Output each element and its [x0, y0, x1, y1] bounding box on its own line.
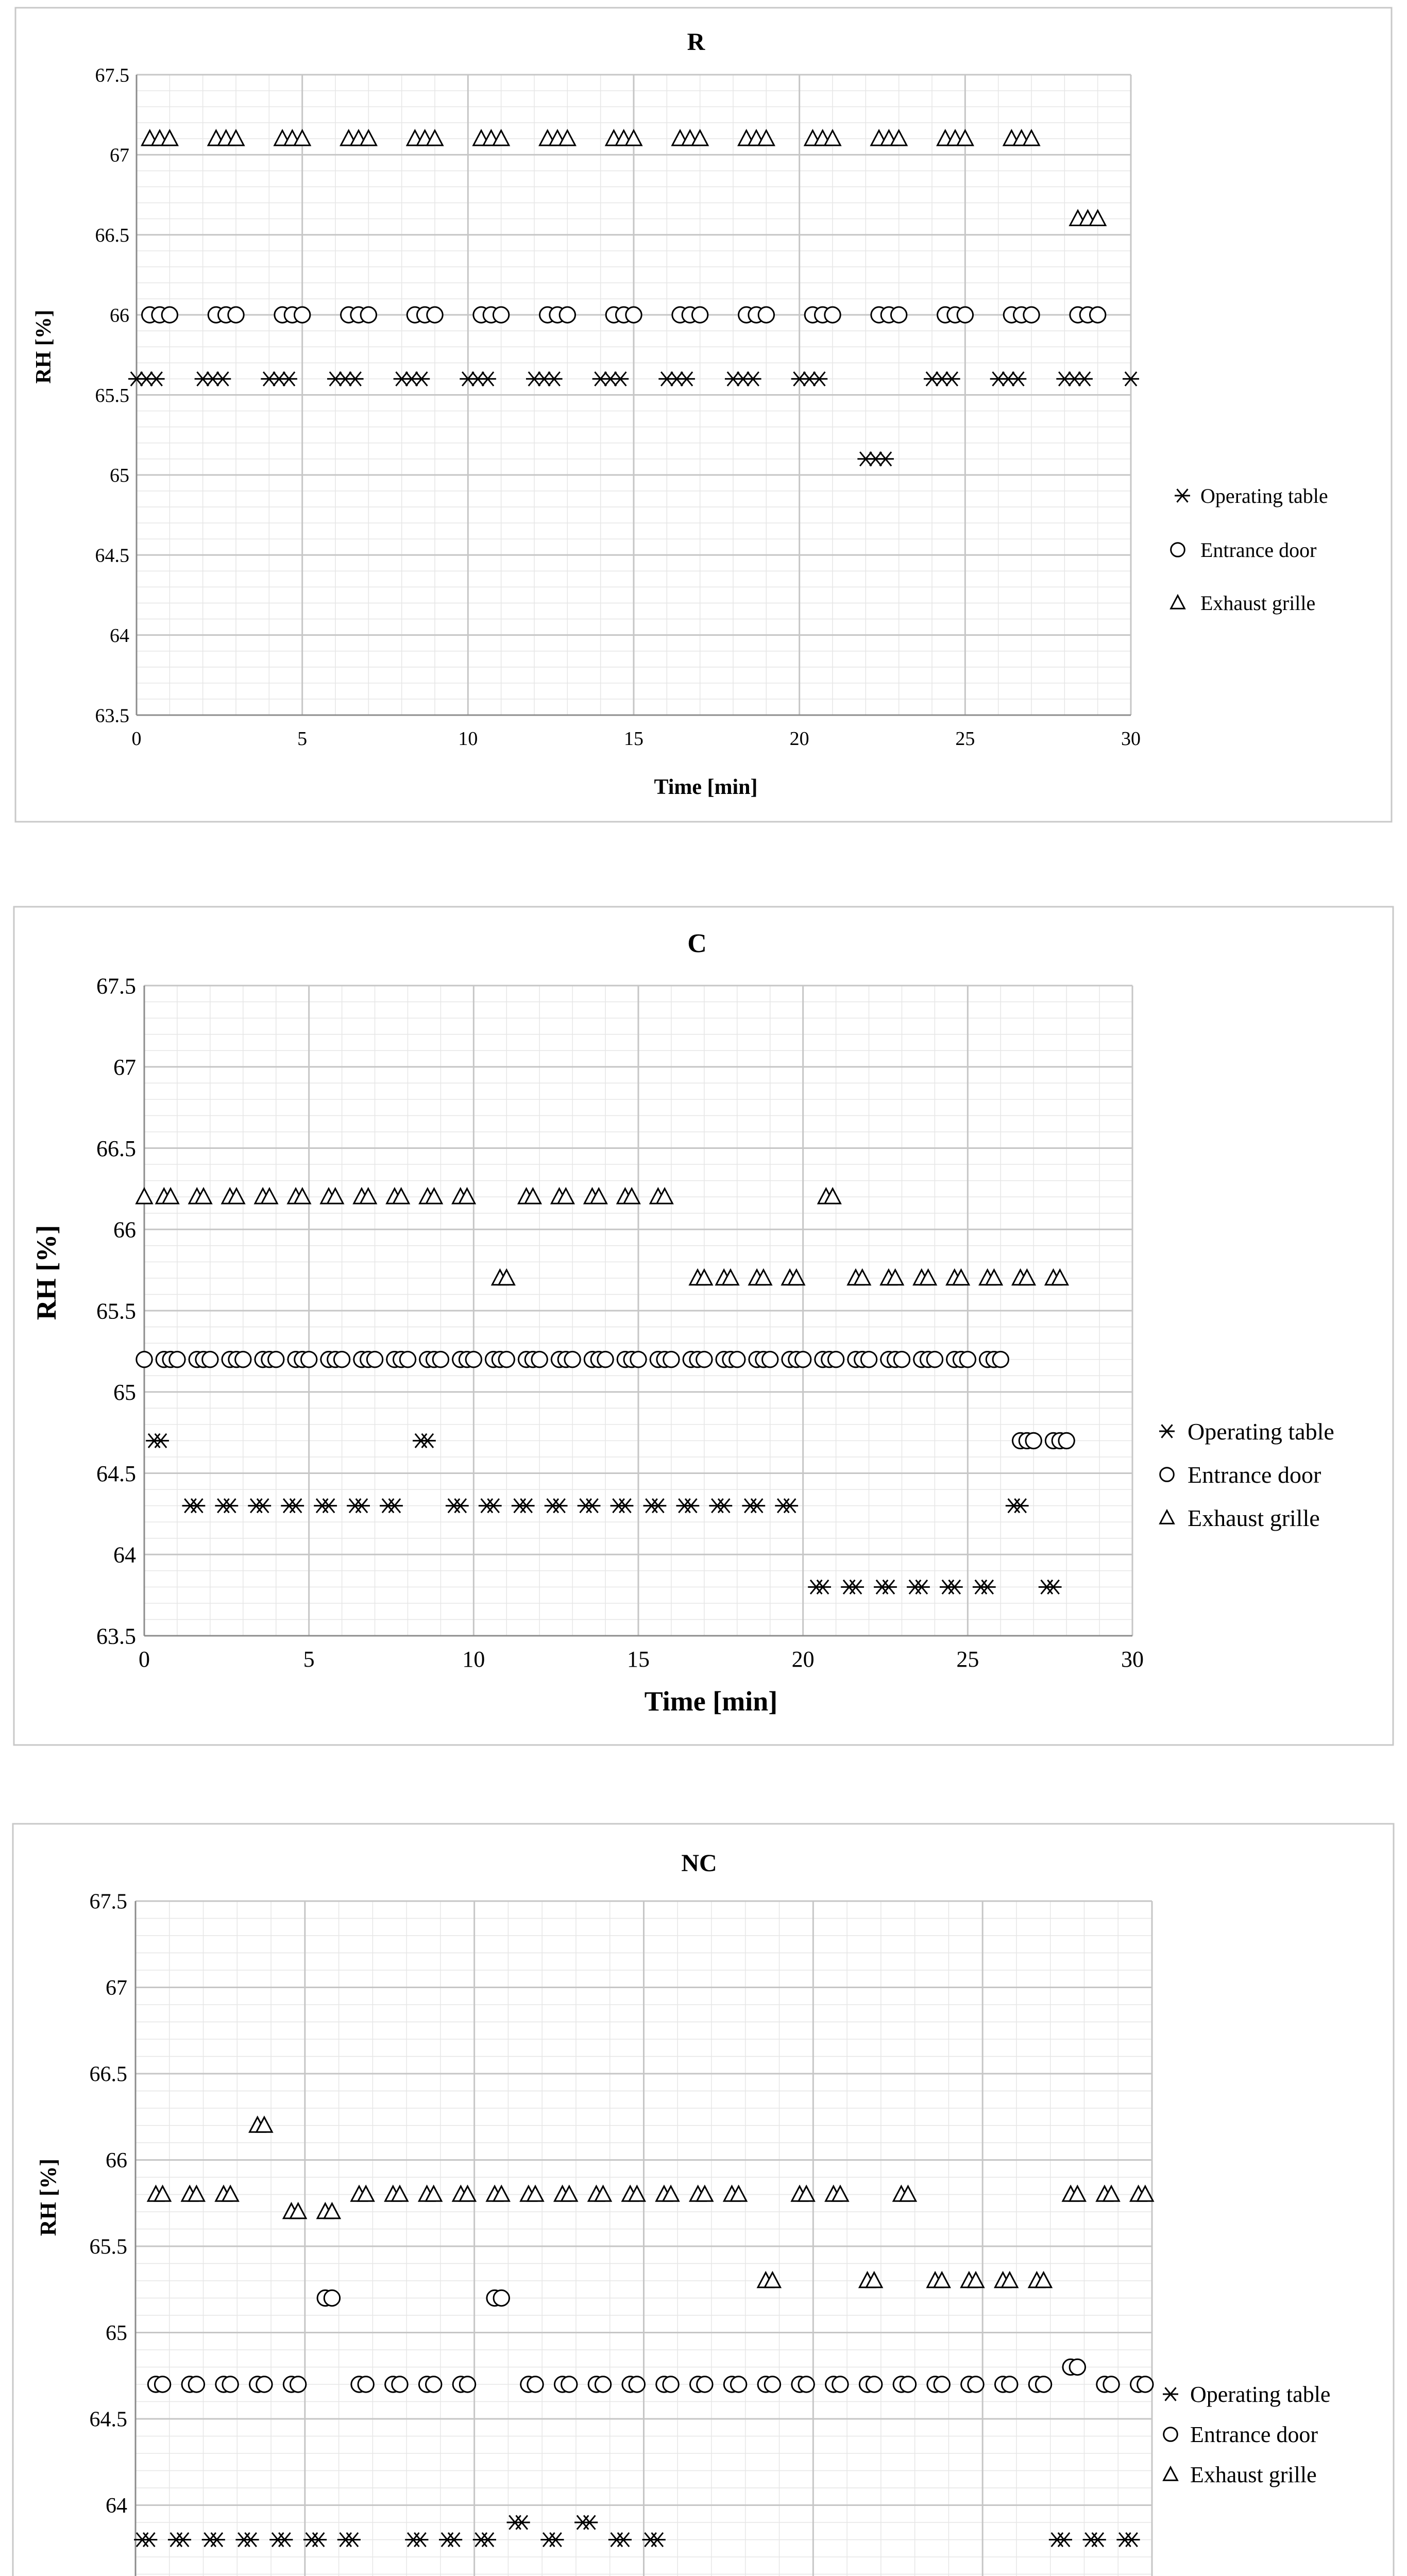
x-tick-label: 0: [131, 728, 142, 750]
data-point: [294, 307, 310, 323]
data-point: [460, 2377, 475, 2392]
plot-area: [96, 973, 1144, 1672]
chart-title: R: [687, 28, 705, 56]
y-tick-label: 66: [110, 304, 129, 327]
data-point: [1036, 2377, 1051, 2392]
data-point: [560, 307, 575, 323]
y-tick-label: 66.5: [89, 2062, 127, 2087]
data-point: [426, 2377, 442, 2392]
chart-title: C: [687, 929, 707, 958]
data-point: [799, 2377, 814, 2392]
legend-label: Exhaust grille: [1200, 591, 1316, 615]
data-point: [301, 1351, 316, 1367]
legend-label: Operating table: [1200, 484, 1328, 507]
x-axis-label: Time [min]: [644, 1686, 778, 1717]
data-point: [257, 2377, 272, 2392]
y-tick-label: 65: [110, 465, 129, 487]
y-tick-label: 63.5: [95, 705, 129, 727]
plot-area: [90, 1890, 1163, 2576]
x-tick-label: 25: [955, 728, 975, 750]
data-point: [361, 307, 376, 323]
data-point: [1090, 307, 1105, 323]
y-tick-label: 67: [110, 144, 129, 166]
x-tick-label: 20: [791, 1647, 815, 1672]
data-point: [993, 1351, 1008, 1367]
y-tick-label: 64.5: [89, 2408, 127, 2432]
data-point: [532, 1351, 547, 1367]
data-point: [731, 2377, 746, 2392]
data-point: [1024, 307, 1039, 323]
data-point: [433, 1351, 448, 1367]
circle-marker-icon: [1171, 543, 1185, 557]
x-tick-label: 10: [462, 1647, 485, 1672]
x-tick-label: 25: [956, 1647, 979, 1672]
data-point: [598, 1351, 613, 1367]
data-point: [400, 1351, 415, 1367]
data-point: [137, 1351, 152, 1367]
data-point: [927, 1351, 942, 1367]
data-point: [663, 2377, 679, 2392]
data-point: [268, 1351, 284, 1367]
y-tick-label: 64.5: [95, 545, 129, 567]
data-point: [1026, 1433, 1041, 1448]
data-point: [861, 1351, 876, 1367]
data-point: [466, 1351, 481, 1367]
x-tick-label: 0: [139, 1647, 150, 1672]
data-point: [324, 2290, 340, 2306]
chart-panel-c: [14, 907, 1393, 1745]
data-point: [1002, 2377, 1018, 2392]
y-tick-label: 67.5: [95, 64, 129, 87]
data-point: [795, 1351, 810, 1367]
data-point: [155, 2377, 170, 2392]
data-point: [765, 2377, 780, 2392]
y-tick-label: 67: [113, 1055, 136, 1080]
data-point: [626, 307, 641, 323]
y-tick-label: 66: [106, 2149, 127, 2173]
data-point: [900, 2377, 916, 2392]
y-tick-label: 64: [110, 624, 129, 647]
data-point: [565, 1351, 580, 1367]
y-tick-label: 64.5: [96, 1461, 136, 1486]
y-tick-label: 66.5: [96, 1136, 136, 1161]
data-point: [697, 1351, 712, 1367]
data-point: [202, 1351, 218, 1367]
x-tick-label: 5: [297, 728, 308, 750]
data-point: [730, 1351, 745, 1367]
data-point: [427, 307, 443, 323]
legend-label: Entrance door: [1188, 1462, 1321, 1488]
y-tick-label: 65.5: [89, 2235, 127, 2259]
y-tick-label: 66: [113, 1217, 136, 1243]
y-tick-label: 65.5: [95, 384, 129, 406]
data-point: [631, 1351, 646, 1367]
data-point: [392, 2377, 408, 2392]
circle-marker-icon: [1164, 2428, 1178, 2442]
data-point: [697, 2377, 713, 2392]
data-point: [968, 2377, 984, 2392]
x-tick-label: 30: [1121, 1647, 1144, 1672]
legend-label: Entrance door: [1200, 538, 1317, 562]
data-point: [891, 307, 906, 323]
data-point: [228, 307, 244, 323]
data-point: [494, 2290, 509, 2306]
x-tick-label: 15: [627, 1647, 650, 1672]
legend-label: Operating table: [1188, 1418, 1334, 1445]
y-tick-label: 67.5: [89, 1890, 127, 1914]
legend-label: Exhaust grille: [1188, 1505, 1320, 1531]
chart-panel-nc: [13, 1824, 1394, 2576]
x-axis-label: Time [min]: [654, 775, 758, 799]
chart-panel-r: [15, 8, 1392, 822]
data-point: [833, 2377, 848, 2392]
y-tick-label: 64: [113, 1542, 136, 1568]
legend-label: Operating table: [1190, 2382, 1331, 2407]
data-point: [762, 1351, 778, 1367]
x-tick-label: 5: [303, 1647, 315, 1672]
data-point: [758, 307, 774, 323]
data-point: [169, 1351, 185, 1367]
data-point: [528, 2377, 543, 2392]
legend-label: Entrance door: [1190, 2422, 1318, 2447]
data-point: [493, 307, 508, 323]
data-point: [499, 1351, 514, 1367]
y-tick-label: 67: [106, 1976, 127, 2001]
data-point: [235, 1351, 251, 1367]
data-point: [664, 1351, 679, 1367]
data-point: [957, 307, 973, 323]
data-point: [960, 1351, 975, 1367]
plot-area: [95, 64, 1141, 750]
y-tick-label: 63.5: [96, 1623, 136, 1649]
data-point: [562, 2377, 577, 2392]
data-point: [223, 2377, 238, 2392]
y-axis-label: RH [%]: [31, 1225, 62, 1320]
data-point: [595, 2377, 611, 2392]
x-tick-label: 30: [1121, 728, 1141, 750]
data-point: [825, 307, 840, 323]
data-point: [894, 1351, 909, 1367]
data-point: [162, 307, 177, 323]
data-point: [358, 2377, 374, 2392]
data-point: [867, 2377, 882, 2392]
y-axis-label: RH [%]: [36, 2158, 61, 2236]
series-entrance-door: [142, 307, 1106, 323]
legend-label: Exhaust grille: [1190, 2462, 1317, 2487]
data-point: [1138, 2377, 1153, 2392]
x-tick-label: 15: [624, 728, 643, 750]
data-point: [934, 2377, 950, 2392]
chart-title: NC: [681, 1850, 717, 1877]
x-tick-label: 10: [458, 728, 478, 750]
x-tick-label: 20: [789, 728, 809, 750]
y-tick-label: 67.5: [96, 973, 136, 999]
data-point: [1104, 2377, 1119, 2392]
data-point: [1059, 1433, 1074, 1448]
data-point: [189, 2377, 204, 2392]
data-point: [1070, 2359, 1085, 2375]
circle-marker-icon: [1160, 1468, 1174, 1482]
data-point: [334, 1351, 349, 1367]
data-point: [290, 2377, 306, 2392]
data-point: [828, 1351, 843, 1367]
y-tick-label: 64: [106, 2494, 127, 2518]
y-tick-label: 66.5: [95, 225, 129, 247]
data-point: [629, 2377, 645, 2392]
y-axis-label: RH [%]: [32, 310, 56, 384]
y-tick-label: 65.5: [96, 1298, 136, 1324]
y-tick-label: 65: [113, 1380, 136, 1405]
y-tick-label: 65: [106, 2321, 127, 2346]
data-point: [692, 307, 707, 323]
data-point: [367, 1351, 382, 1367]
